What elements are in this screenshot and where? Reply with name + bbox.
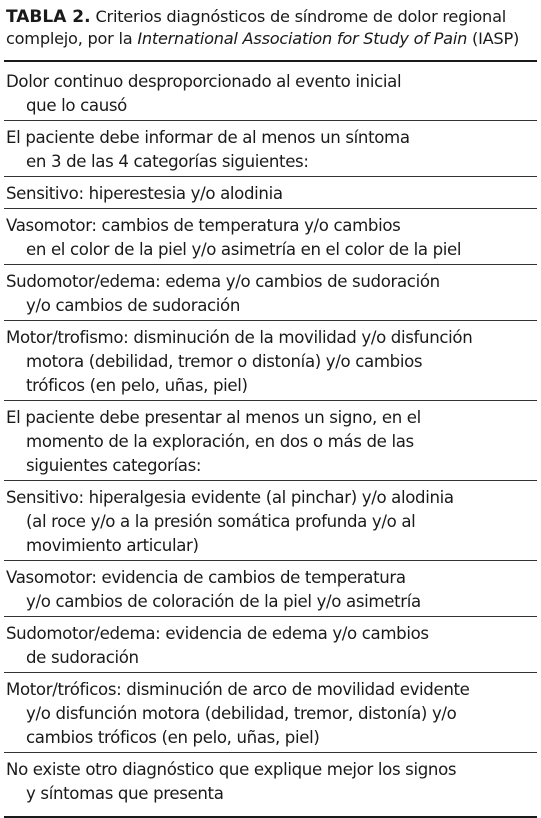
table-row	[4, 326, 537, 401]
table-label: TABLA 2.	[6, 7, 91, 27]
row-text-line: cambios tróficos (en pelo, uñas, piel)	[26, 728, 320, 747]
row-text-line: El paciente debe informar de al menos un síntoma	[6, 128, 410, 147]
row-text-line: Vasomotor: cambios de temperatura y/o cambios	[6, 216, 401, 235]
row-text-line: El paciente debe presentar al menos un signo, en el	[6, 408, 421, 427]
caption-abbreviation: (IASP)	[472, 29, 520, 48]
row-text-line: de sudoración	[26, 648, 139, 667]
caption-title-part2: complejo, por la	[6, 29, 133, 48]
row-text-line: y síntomas que presenta	[26, 784, 224, 803]
table-row	[4, 270, 537, 321]
table-caption	[4, 6, 537, 50]
table-row	[4, 622, 537, 673]
row-text-line: Sudomotor/edema: edema y/o cambios de sudoración	[6, 272, 440, 291]
row-text-line: (al roce y/o a la presión somática profunda y/o al	[26, 512, 416, 531]
row-text-line: en 3 de las 4 categorías siguientes:	[26, 152, 309, 171]
row-text-line: tróficos (en pelo, uñas, piel)	[26, 376, 248, 395]
table-row	[4, 214, 537, 265]
table-row	[4, 758, 537, 808]
row-text-line: que lo causó	[26, 96, 127, 115]
row-text-line: Sensitivo: hiperalgesia evidente (al pinchar) y/o alodinia	[6, 488, 454, 507]
table-row	[4, 182, 537, 209]
table-row	[4, 126, 537, 177]
row-text-line: Sudomotor/edema: evidencia de edema y/o cambios	[6, 624, 429, 643]
row-text-line: Dolor continuo desproporcionado al evento inicial	[6, 72, 402, 91]
caption-organization: International Association for Study of Pain	[137, 29, 468, 48]
table-body	[4, 62, 537, 808]
row-text-line: Sensitivo: hiperestesia y/o alodinia	[6, 184, 283, 203]
row-text-line: motora (debilidad, tremor o distonía) y/o cambios	[26, 352, 423, 371]
row-text-line: Motor/tróficos: disminución de arco de movilidad evidente	[6, 680, 470, 699]
row-text-line: siguientes categorías:	[26, 456, 202, 475]
row-text-line: y/o cambios de coloración de la piel y/o asimetría	[26, 592, 421, 611]
caption-title-part1: Criterios diagnósticos de síndrome de dolor regional	[95, 7, 506, 26]
table-row	[4, 406, 537, 481]
table-row	[4, 566, 537, 617]
table-row	[4, 678, 537, 753]
table-row	[4, 486, 537, 561]
criteria-table	[4, 0, 537, 818]
row-text-line: movimiento articular)	[26, 536, 199, 555]
row-text-line: y/o disfunción motora (debilidad, tremor, distonía) y/o	[26, 704, 457, 723]
row-text-line: Vasomotor: evidencia de cambios de temperatura	[6, 568, 406, 587]
row-text-line: momento de la exploración, en dos o más de las	[26, 432, 414, 451]
row-text-line: No existe otro diagnóstico que explique mejor los signos	[6, 760, 457, 779]
row-text-line: Motor/trofismo: disminución de la movilidad y/o disfunción	[6, 328, 473, 347]
row-text-line: en el color de la piel y/o asimetría en el color de la piel	[26, 240, 462, 259]
row-text-line: y/o cambios de sudoración	[26, 296, 241, 315]
table-row	[4, 70, 537, 121]
